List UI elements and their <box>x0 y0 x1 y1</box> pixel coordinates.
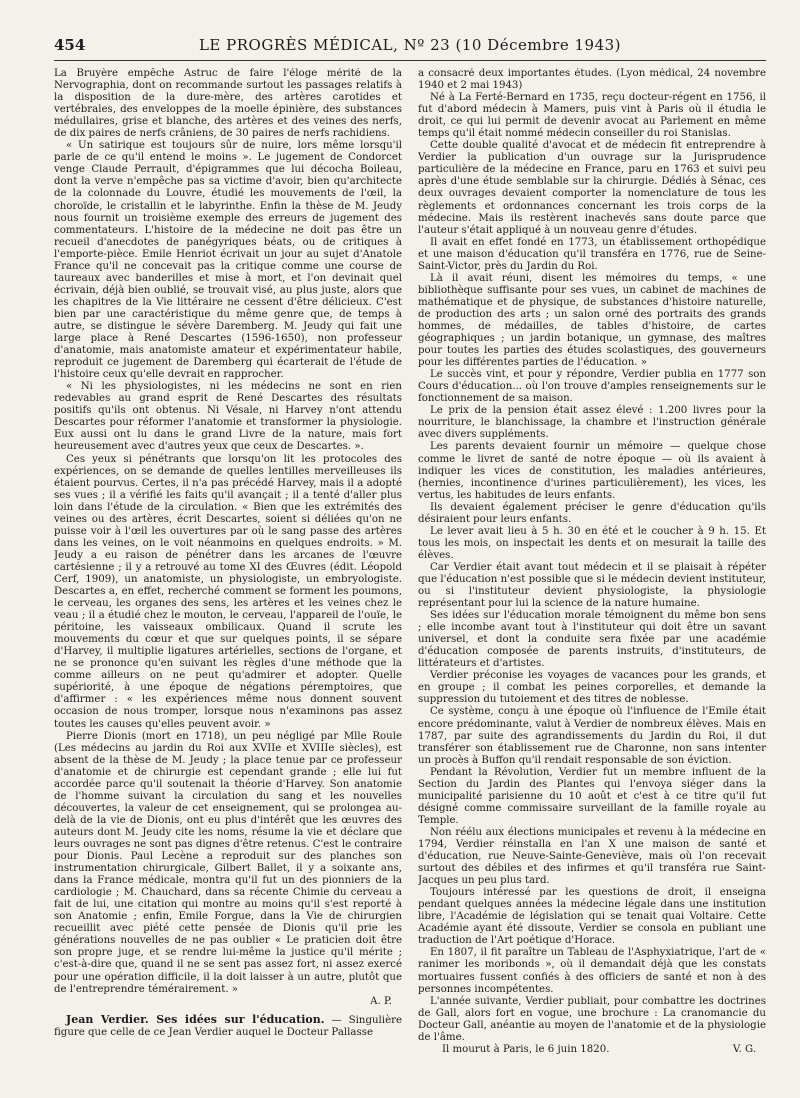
running-title: LE PROGRÈS MÉDICAL, Nº 23 (10 Décembre 1943) <box>198 36 622 54</box>
paragraph: Le lever avait lieu à 5 h. 30 en été et le coucher à 9 h. 15. Et tous les mois, on inspectait les dents et on mesurait la taille des élèves. <box>418 525 766 561</box>
right-column <box>418 68 766 1078</box>
closing-line <box>418 1044 766 1056</box>
paragraph: Cette double qualité d'avocat et de médecin fit entreprendre à Verdier la publication d'un ouvrage sur la Jurisprudence particulière de la médecine en France, paru en 1763 et suivi peu après d'une étude semblable sur la chirurgie. Dédiés à Sénac, ces deux ouvrages devaient comporter la nomenclature de tous les règlements et ordonnances concernant les trois corps de la médecine. Mais ils restèrent inachevés sans doute parce que l'auteur s'était appliqué à un nouveau genre d'études. <box>418 140 766 236</box>
left-column <box>54 68 402 1078</box>
paragraph: Non réélu aux élections municipales et revenu à la médecine en 1794, Verdier réinstalla en l'an X une maison de santé et d'éducation, rue Neuve-Sainte-Geneviève, mais où l'on recevait surtout des débiles et des infirmes et qu'il transféra rue Saint-Jacques un peu plus tard. <box>418 826 766 887</box>
paragraph: Le succès vint, et pour y répondre, Verdier publia en 1777 son Cours d'éducation... où l'on trouve d'amples renseignements sur le fonctionnement de sa maison. <box>418 369 766 405</box>
paragraph: a consacré deux importantes études. (Lyon médical, 24 novembre 1940 et 2 mai 1943) <box>418 68 766 92</box>
paragraph: Toujours intéressé par les questions de droit, il enseigna pendant quelques années la médecine légale dans une institution libre, l'Académie de législation qui se tenait quai Voltaire. Cette Académie ayant été dissoute, Verdier se consola en publiant une traduction de l'Art poétique d'Horace. <box>418 887 766 947</box>
paragraph: Il avait en effet fondé en 1773, un établissement orthopédique et une maison d'éducation qu'il transféra en 1776, rue de Seine-Saint-Victor, près du Jardin du Roi. <box>418 236 766 272</box>
closing-text: Il mourut à Paris, le 6 juin 1820. <box>442 1043 610 1055</box>
paragraph: Ils devaient également préciser le genre d'éducation qu'ils désiraient pour leurs enfants. <box>418 501 766 525</box>
article-heading <box>54 1014 402 1039</box>
paragraph: Ce système, conçu à une époque où l'influence de l'Emile était encore prédominante, valut à Verdier de nombreux élèves. Mais en 1787, par suite des agrandissements du Jardin du Roi, il dut transférer son établissement rue de Charonne, non sans intenter un procès à Buffon qu'il rendait responsable de son éviction. <box>418 706 766 766</box>
paragraph: « Ni les physiologistes, ni les médecins ne sont en rien redevables au grand esprit de René Descartes des résultats positifs qu'ils ont obtenus. Ni Vésale, ni Harvey n'ont attendu Descartes pour réformer l'anatomie et transformer la physiologie. Eux aussi ont lu dans le grand Livre de la nature, mais fort heureusement avec d'autres yeux que ceux de Descartes. ». <box>54 381 402 453</box>
text-columns <box>54 68 766 1078</box>
article-title: Jean Verdier. Ses idées sur l'éducation. <box>66 1012 325 1026</box>
paragraph: Les parents devaient fournir un mémoire — quelque chose comme le livret de santé de notre époque — où ils avaient à indiquer les vices de constitution, les maladies antérieures, (hernies, incontinence d'urines particulièrement), les vices, les vertus, les habitudes de leurs enfants. <box>418 441 766 501</box>
paragraph: Ses idées sur l'éducation morale témoignent du même bon sens ; elle incombe avant tout à l'instituteur qui doit être un savant universel, et dont la conduite sera fixée par une académie d'éducation composée de parents instruits, d'instituteurs, de littérateurs et d'artistes. <box>418 610 766 670</box>
paragraph: En 1807, il fit paraître un Tableau de l'Asphyxiatrique, l'art de « ranimer les moribonds », où il demandait déjà que les constats mortuaires fussent confiés à des officiers de santé et non à des personnes incompétentes. <box>418 947 766 995</box>
page-header <box>54 36 766 61</box>
paragraph: Ces yeux si pénétrants que lorsqu'on lit les protocoles des expériences, on se demande de quelles lentilles merveilleuses ils étaient pourvus. Certes, il n'a pas précédé Harvey, mais il a adopté ses vues ; il a vérifié les faits qu'il avançait ; il a tenté d'aller plus loin dans l'étude de la circulation. « Bien que les extrémités des veines ou des artères, écrit Descartes, soient si déliées qu'on ne puisse voir à l'œil les ouvertures par où le sang passe des artères dans les veines, on le voit néanmoins en quelques endroits. » M. Jeudy a eu raison de pénétrer dans les arcanes de l'œuvre cartésienne ; il y a retrouvé au tome XI des Œuvres (édit. Léopold Cerf, 1909), un anatomiste, un physiologiste, un embryologiste. Descartes a, en effet, recherché comment se forment les poumons, le cerveau, les organes des sens, les artères et les veines chez le veau ; il a étudié chez le mouton, le cerveau, l'appareil de l'ouïe, le péritoine, les vaisseaux ombilicaux. Quand il scrute les mouvements du cœur et que sur quelques points, il se sépare d'Harvey, il multiplie ligatures artérielles, sections de l'organe, et ne se prononce qu'en suivant les règles d'une méthode que la comme ailleurs on ne peut qu'admirer et adopter. Quelle supériorité, à une époque de négations péremptoires, que d'affirmer : « les expériences même nous donnent souvent occasion de nous tromper, lorsque nous n'examinons pas assez toutes les causes qu'elles peuvent avoir. » <box>54 453 402 730</box>
signature: A. P. <box>370 995 392 1007</box>
paragraph: Verdier préconise les voyages de vacances pour les grands, et en groupe ; il combat les peines corporelles, et demande la suppression du tutoiement et des titres de noblesse. <box>418 670 766 706</box>
paragraph: Là il avait réuni, disent les mémoires du temps, « une bibliothèque suffisante pour ses vues, un cabinet de machines de mathématique et de physique, de substances d'histoire naturelle, de production des arts ; un salon orné des portraits des grands hommes, de médailles, de tables d'histoire, de cartes géographiques ; un jardin botanique, un gymnase, des maîtres pour toutes les parties des études scolastiques, des gouverneurs pour les différentes parties de l'éducation. » <box>418 272 766 369</box>
page-number: 454 <box>54 36 86 54</box>
paragraph: Né à La Ferté-Bernard en 1735, reçu docteur-régent en 1756, il fut d'abord médecin à Mamers, puis vint à Paris où il étudia le droit, ce qui lui permit de devenir avocat au Parlement en même temps qu'il était nommé médecin conseiller du roi Stanislas. <box>418 92 766 140</box>
paragraph: L'année suivante, Verdier publiait, pour combattre les doctrines de Gall, alors fort en vogue, une brochure : La cranomancie du Docteur Gall, anéantie au moyen de l'anatomie et de la physiologie de l'âme. <box>418 995 766 1043</box>
paragraph: La Bruyère empêche Astruc de faire l'éloge mérité de la Nervographia, dont on recommande surtout les passages relatifs à la disposition de la dure-mère, des artères carotides et vertébrales, des enveloppes de la moelle épinière, des substances médullaires, grise et blanche, des artères et des veines des nerfs, de dix paires de nerfs crâniens, de 30 paires de nerfs rachidiens. <box>54 68 402 140</box>
paragraph: Le prix de la pension était assez élevé : 1.200 livres pour la nourriture, le blanchissage, la chambre et l'instruction générale avec divers suppléments. <box>418 405 766 441</box>
article-intro: — Singulière figure que celle de ce Jean Verdier auquel le Docteur Pallasse <box>54 1014 402 1038</box>
paragraph: « Un satirique est toujours sûr de nuire, lors même lorsqu'il parle de ce qu'il entend le moins ». Le jugement de Condorcet venge Claude Perrault, d'épigrammes que lui décocha Boileau, dont la verve n'empêche pas sa victime d'avoir, bien qu'architecte de la colonnade du Louvre, étudié les mouvements de l'œil, la choroïde, le cristallin et le labyrinthe. Enfin la thèse de M. Jeudy nous fournit un troisième exemple des erreurs de jugement des commentateurs. L'histoire de la médecine ne doit pas être un recueil d'anecdotes de panégyriques béats, ou de critiques à l'emporte-pièce. Emile Henriot écrivait un jour au sujet d'Anatole France qu'il ne concevait pas la critique comme une course de taureaux avec banderilles et mise à mort, et l'on devinait quel écrivain, déjà bien oublié, se trouvait visé, au plus juste, alors que les chapitres de la Vie littéraire ne cessent d'être délicieux. C'est bien par une caractéristique du même genre que, de temps à autre, se distingue le sévère Daremberg. M. Jeudy qui fait une large place à René Descartes (1596-1650), non professeur d'anatomie, mais anatomiste amateur et expérimentateur habile, reproduit ce jugement de Daremberg qui écarterait de l'étude de l'histoire ceux qu'elle devrait en rapprocher. <box>54 140 402 381</box>
closing-signature: V. G. <box>732 1043 756 1055</box>
paragraph: Car Verdier était avant tout médecin et il se plaisait à répéter que l'éducation n'est possible que si le médecin devient instituteur, ou si l'instituteur devient physiologiste, la physiologie représentant pour lui la science de la nature humaine. <box>418 561 766 610</box>
paragraph: Pierre Dionis (mort en 1718), un peu négligé par Mlle Roule (Les médecins au jardin du Roi aux XVIIe et XVIIIe siècles), est absent de la thèse de M. Jeudy ; la place tenue par ce professeur d'anatomie et de chirurgie est cependant grande ; elle lui fut accordée parce qu'il soutenait la théorie d'Harvey. Son anatomie de l'homme suivant la circulation du sang et les nouvelles découvertes, la valeur de cet enseignement, qui se prolongea au-delà de la vie de Dionis, ont eu plus d'intérêt que les œuvres des auteurs dont M. Jeudy cite les noms, résume la vie et déclare que leurs ouvrages ne sont pas dignes d'être retenus. C'est le contraire pour Dionis. Paul Lecène a reproduit sur des planches son instrumentation chirurgicale, Gilbert Ballet, il y a soixante ans, dans la France médicale, montra qu'il fut un des pionniers de la cardiologie ; M. Chauchard, dans sa récente Chimie du cerveau a fait de lui, une citation qui montre au moins qu'il s'est reporté à son Anatomie ; enfin, Emile Forgue, dans la Vie de chirurgien recueillit avec piété cette pensée de Dionis qu'il prie les générations nouvelles de ne pas oublier « Le praticien doit être son propre juge, et se rendre lui-même la justice qu'il mérite ; c'est-à-dire que, quand il ne se sent pas assez fort, ni assez exercé pour une opération difficile, il la doit laisser à un autre, plutôt que de l'entreprendre témérairement. » <box>54 730 402 995</box>
paragraph: Pendant la Révolution, Verdier fut un membre influent de la Section du Jardin des Plantes qui l'envoya siéger dans la municipalité parisienne du 10 août et c'est à ce titre qu'il fut désigné comme commissaire surveillant de la famille royale au Temple. <box>418 766 766 826</box>
